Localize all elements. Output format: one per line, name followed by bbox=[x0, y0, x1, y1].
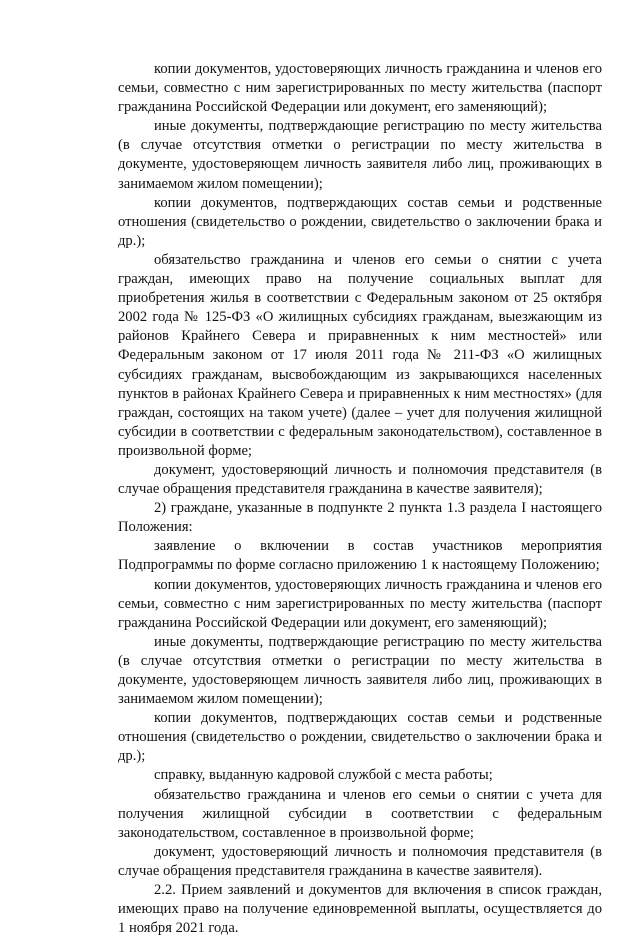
paragraph-section-2-2: 2.2. Прием заявлений и документов для включения в список граждан, имеющих право на получение единовременной выплаты, осуществляется до 1 ноября 2021 года. bbox=[118, 882, 602, 937]
document-page bbox=[118, 60, 602, 938]
paragraph-subpoint-2: 2) граждане, указанные в подпункте 2 пункта 1.3 раздела I настоящего Положения: bbox=[118, 500, 602, 536]
paragraph-obligation-2: обязательство гражданина и членов его семьи о снятии с учета для получения жилищной субсидии в соответствии с федеральным законодательством, составленное в произвольной форме; bbox=[118, 786, 602, 841]
paragraph-registration-docs-2: иные документы, подтверждающие регистрацию по месту жительства (в случае отсутствия отметки о регистрации по месту жительства в документе, удостоверяющем личность заявителя либо лиц, проживающих в занимаемом жилом помещении); bbox=[118, 633, 602, 708]
paragraph-application: заявление о включении в состав участников мероприятия Подпрограммы по форме согласно приложению 1 к настоящему Положению; bbox=[118, 538, 602, 574]
paragraph-employment-certificate: справку, выданную кадровой службой с места работы; bbox=[154, 767, 493, 784]
paragraph-family-docs: копии документов, подтверждающих состав семьи и родственные отношения (свидетельство о рождении, свидетельство о заключении брака и др.); bbox=[118, 194, 602, 249]
paragraph-family-docs-2: копии документов, подтверждающих состав семьи и родственные отношения (свидетельство о рождении, свидетельство о заключении брака и др.); bbox=[118, 710, 602, 765]
paragraph-identity-docs-2: копии документов, удостоверяющих личность гражданина и членов его семьи, совместно с ним зарегистрированных по месту жительства (паспорт гражданина Российской Федерации или документ, его заменяющий); bbox=[118, 576, 602, 631]
paragraph-obligation: обязательство гражданина и членов его семьи о снятии с учета граждан, имеющих право на получение социальных выплат для приобретения жилья в соответствии с Федеральным законом от 25 октября 2002 года № 125-ФЗ «О жилищных субсидиях гражданам, выезжающим из районов Крайнего Севера и приравненных к ним местностей» или Федеральным законом от 17 июля 2011 года № 211-ФЗ «О жилищных субсидиях гражданам, высвобождающим из закрывающихся населенных пунктов в районах Крайнего Севера и приравненных к ним местностях» (для граждан, состоящих на таком учете) (далее – учет для получения жилищной субсидии в соответствии с федеральным законодательством), составленное в произвольной форме; bbox=[118, 251, 602, 459]
paragraph-representative-docs-2: документ, удостоверяющий личность и полномочия представителя (в случае обращения представителя гражданина в качестве заявителя). bbox=[118, 843, 602, 879]
paragraph-identity-docs: копии документов, удостоверяющих личность гражданина и членов его семьи, совместно с ним зарегистрированных по месту жительства (паспорт гражданина Российской Федерации или документ, его заменяющий); bbox=[118, 61, 602, 116]
paragraph-registration-docs: иные документы, подтверждающие регистрацию по месту жительства (в случае отсутствия отметки о регистрации по месту жительства в документе, удостоверяющем личность заявителя либо лиц, проживающих в занимаемом жилом помещении); bbox=[118, 118, 602, 192]
paragraph-representative-docs: документ, удостоверяющий личность и полномочия представителя (в случае обращения представителя гражданина в качестве заявителя); bbox=[118, 461, 602, 498]
